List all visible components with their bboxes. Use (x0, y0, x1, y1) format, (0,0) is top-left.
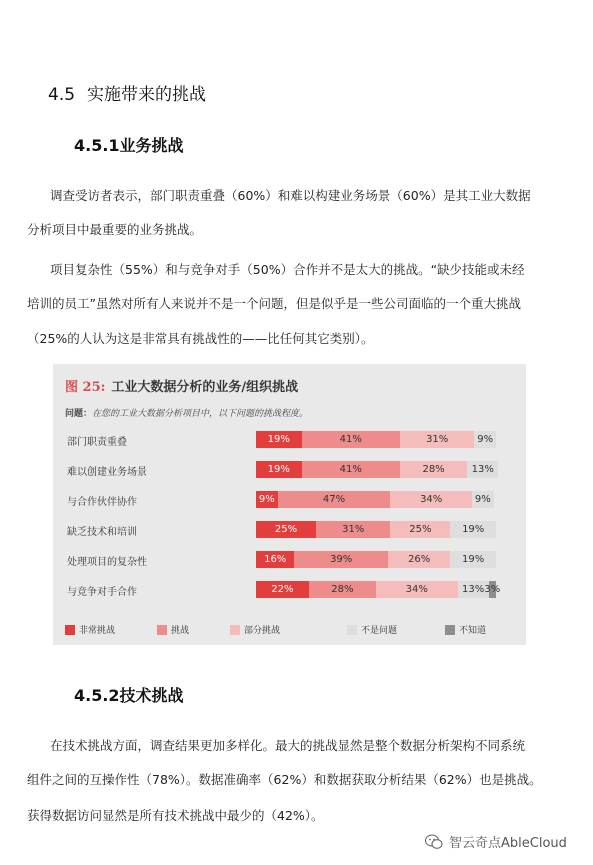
stacked-bar (256, 521, 496, 538)
legend-item (65, 623, 115, 636)
bar-data-label: 31% (342, 524, 365, 535)
legend-label: 不是问题 (361, 626, 398, 636)
category-label: 与竞争对手合作 (67, 587, 137, 598)
bar-segment (256, 521, 316, 538)
bar-data-label: 19% (462, 524, 485, 535)
subsection-title-technical: 4.5.2技术挑战 (74, 686, 184, 705)
legend-item (347, 623, 397, 636)
bar-data-label: 26% (408, 554, 431, 565)
bar-data-label: 19% (462, 554, 485, 565)
bar-segment (474, 431, 496, 448)
legend-swatch (230, 625, 240, 635)
bar-data-label: 19% (267, 434, 290, 445)
legend-label: 挑战 (171, 626, 190, 636)
bar-data-label: 31% (426, 434, 449, 445)
legend-label: 部分挑战 (244, 626, 281, 636)
bar-segment (256, 491, 278, 508)
section-heading (48, 80, 206, 105)
bar-segment (256, 461, 302, 478)
bar-data-label: 22% (271, 584, 294, 595)
bar-segment (309, 581, 376, 598)
figure-title (65, 376, 298, 395)
bar-data-label: 19% (267, 464, 290, 475)
bar-data-label: 25% (274, 524, 298, 535)
figure-question (65, 406, 308, 419)
bar-data-label: 41% (339, 464, 362, 475)
legend-item (445, 623, 486, 636)
bar-segment (294, 551, 388, 568)
bar-data-label: 34% (405, 584, 428, 595)
bar-data-label: 16% (264, 554, 287, 565)
para1-line1: 调查受访者表示，部门职责重叠（60%）和难以构建业务场景（60%）是其工业大数据 (50, 188, 531, 203)
bar-segment (256, 551, 294, 568)
bar-data-label: 28% (422, 464, 445, 475)
legend-label: 不知道 (459, 626, 487, 636)
bar-segment (316, 521, 390, 538)
stacked-bar (256, 491, 494, 508)
subsection-title-business: 4.5.1业务挑战 (74, 136, 184, 155)
bar-segment (376, 581, 458, 598)
legend-item (230, 623, 280, 636)
figure-chart (53, 364, 526, 645)
question-text: 在您的工业大数据分析项目中，以下问题的挑战程度。 (92, 409, 309, 419)
bar-data-label: 41% (339, 434, 362, 445)
figure-number: 图 25: (65, 380, 106, 395)
bar-segment (256, 581, 309, 598)
bar-segment (472, 491, 494, 508)
bar-data-label: 25% (409, 524, 432, 535)
bar-segment (450, 521, 496, 538)
stacked-bar (256, 461, 498, 478)
bar-segment (278, 491, 391, 508)
bar-segment (256, 431, 302, 448)
stacked-bar (256, 431, 496, 448)
bar-data-label: 39% (330, 554, 353, 565)
para2-line3: 获得数据访问显然是所有技术挑战中最少的（42%）。 (27, 808, 324, 823)
chart-legend (65, 623, 515, 635)
legend-swatch (157, 625, 167, 635)
bar-segment (302, 431, 400, 448)
bar-data-label: 9% (258, 494, 275, 505)
para1-line4: 培训的员工”虽然对所有人来说并不是一个问题，但是似乎是一些公司面临的一个重大挑战 (27, 296, 521, 311)
category-label: 难以创建业务场景 (67, 467, 147, 478)
para1-line3: 项目复杂性（55%）和与竞争对手（50%）合作并不是太大的挑战。“缺少技能或未经 (50, 262, 525, 277)
bar-segment (390, 491, 472, 508)
legend-label: 非常挑战 (79, 626, 116, 636)
category-label: 处理项目的复杂性 (67, 557, 147, 568)
section-number: 4.5 (48, 85, 76, 105)
bar-data-label: 9% (477, 434, 494, 445)
stacked-bar (256, 551, 496, 568)
bar-data-label: 28% (331, 584, 354, 595)
category-label: 与合作伙伴协作 (67, 497, 137, 508)
bar-segment (484, 581, 501, 598)
bar-segment (388, 551, 450, 568)
stacked-bar (256, 581, 501, 598)
para1-line5: （25%的人认为这是非常具有挑战性的——比任何其它类别）。 (27, 331, 374, 346)
bar-data-label: 13% (462, 584, 485, 595)
bar-segment (467, 461, 498, 478)
question-label: 问题： (65, 409, 93, 419)
legend-swatch (445, 625, 455, 635)
legend-swatch (347, 625, 357, 635)
bar-data-label: 34% (420, 494, 443, 505)
bar-segment (400, 431, 474, 448)
figure-title-text: 工业大数据分析的业务/组织挑战 (111, 380, 299, 395)
bar-data-label: 9% (474, 494, 491, 505)
bar-data-label: 47% (322, 494, 346, 505)
para2-line2: 组件之间的互操作性（78%）。数据准确率（62%）和数据获取分析结果（62%）也是挑战。 (27, 772, 542, 787)
category-label: 缺乏技术和培训 (67, 527, 137, 538)
para1-line2: 分析项目中最重要的业务挑战。 (27, 222, 203, 237)
wechat-icon (425, 834, 443, 850)
section-title: 实施带来的挑战 (87, 85, 207, 105)
bar-segment (302, 461, 400, 478)
category-label: 部门职责重叠 (67, 437, 127, 448)
legend-item (157, 623, 189, 636)
watermark-text: 智云奇点AbleCloud (449, 836, 567, 851)
bar-segment (390, 521, 450, 538)
para2-line1: 在技术挑战方面，调查结果更加多样化。最大的挑战显然是整个数据分析架构不同系统 (50, 738, 526, 753)
bar-segment (450, 551, 496, 568)
bar-data-label: 13% (471, 464, 494, 475)
bar-segment (400, 461, 467, 478)
legend-swatch (65, 625, 75, 635)
bar-data-label: 3% (484, 584, 501, 595)
watermark (425, 832, 567, 851)
